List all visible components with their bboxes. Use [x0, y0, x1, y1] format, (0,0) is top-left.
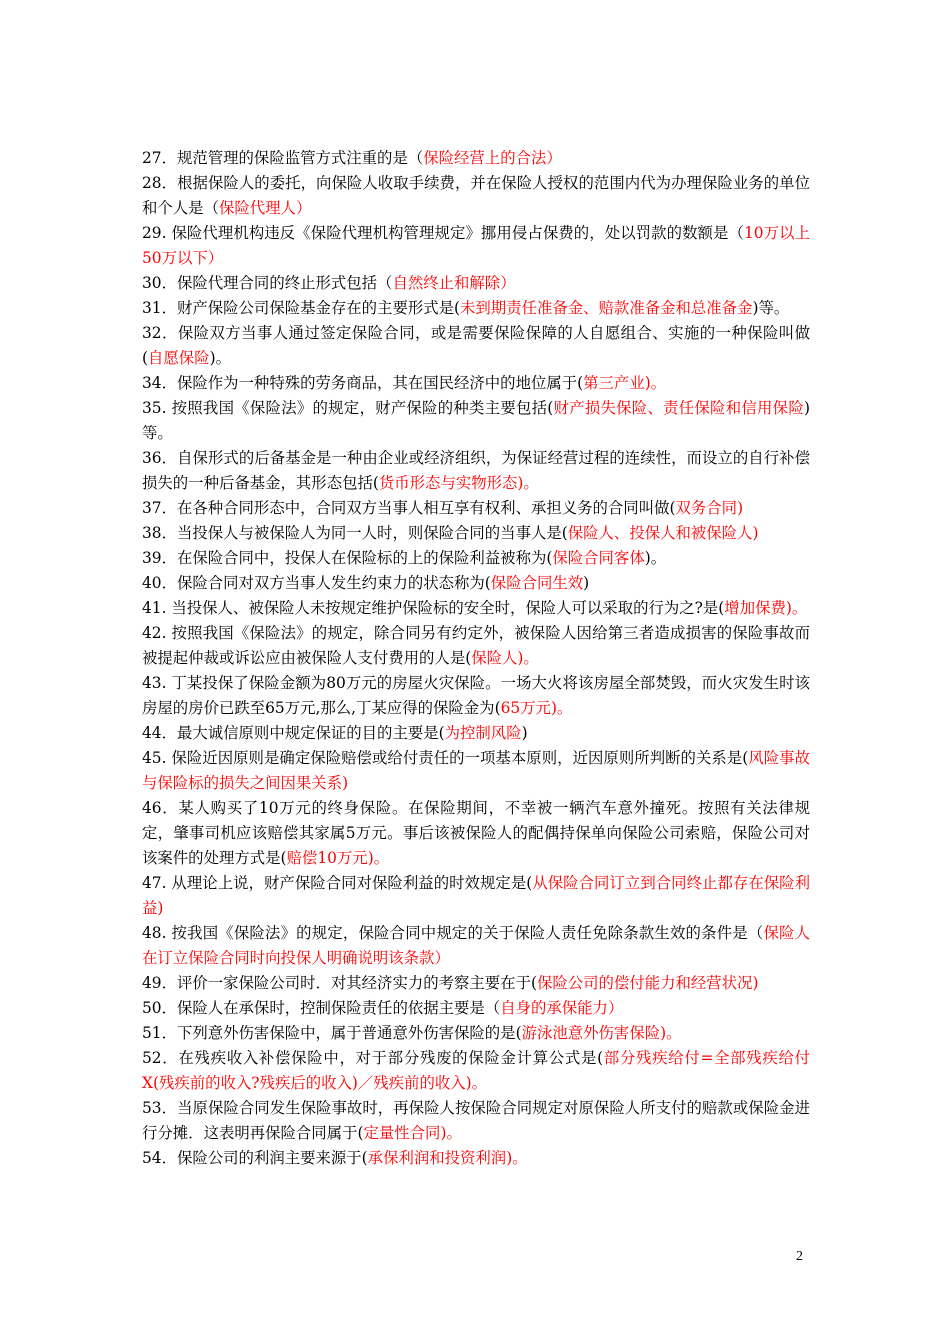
question-50: 50．保险人在承保时，控制保险责任的依据主要是（自身的承保能力）: [142, 999, 624, 1017]
question-36: 36．自保形式的后备基金是一种由企业或经济组织，为保证经营过程的连续性，而设立的自行补偿损失的一种后备基金，其形态包括(货币形态与实物形态)。: [142, 449, 810, 492]
answer: 保险代理人: [218, 199, 296, 217]
question-29: 29. 保险代理机构违反《保险代理机构管理规定》挪用侵占保费的，处以罚款的数额是（10万以上50万以下）: [142, 224, 810, 267]
question-41: 41. 当投保人、被保险人未按规定维护保险标的安全时，保险人可以采取的行为之?是(增加保费)。: [142, 599, 808, 617]
answer: 保险人: [471, 649, 518, 667]
answer: 部分残疾给付=全部残疾给付X(残疾前的收入?残疾后的收入)／残疾前的收入: [142, 1049, 810, 1092]
answer: 为控制风险: [444, 724, 522, 742]
question-40: 40．保险合同对双方当事人发生约束力的状态称为(保险合同生效): [142, 574, 590, 592]
answer: 保险公司的偿付能力和经营状况: [536, 974, 753, 992]
document-body: [142, 146, 810, 1171]
question-51: 51．下列意外伤害保险中，属于普通意外伤害保险的是(游泳池意外伤害保险)。: [142, 1024, 682, 1042]
question-52: 52．在残疾收入补偿保险中，对于部分残废的保险金计算公式是(部分残疾给付=全部残疾给付X(残疾前的收入?残疾后的收入)／残疾前的收入)。: [142, 1049, 810, 1092]
answer: 自身的承保能力: [500, 999, 608, 1017]
question-54: 54．保险公司的利润主要来源于(承保利润和投资利润)。: [142, 1149, 528, 1167]
question-39: 39．在保险合同中，投保人在保险标的上的保险利益被称为(保险合同客体)。: [142, 549, 667, 567]
question-28: 28．根据保险人的委托，向保险人收取手续费，并在保险人授权的范围内代为办理保险业务的单位和个人是（保险代理人）: [142, 174, 810, 217]
answer: 自然终止和解除: [392, 274, 501, 292]
answer: 10万以上50万以下: [142, 224, 810, 267]
answer: 自愿保险: [148, 349, 210, 367]
question-27: 27．规范管理的保险监管方式注重的是（保险经营上的合法）: [142, 149, 562, 167]
answer: 财产损失保险、责任保险和信用保险: [553, 399, 804, 417]
question-35: 35. 按照我国《保险法》的规定，财产保险的种类主要包括(财产损失保险、责任保险和信用保险)等。: [142, 399, 810, 442]
answer: 货币形态与实物形态: [378, 474, 518, 492]
question-45: 45. 保险近因原则是确定保险赔偿或给付责任的一项基本原则，近因原则所判断的关系是(风险事故与保险标的损失之间因果关系): [142, 749, 810, 792]
question-46: 46．某人购买了10万元的终身保险。在保险期间，不幸被一辆汽车意外撞死。按照有关法律规定，肇事司机应该赔偿其家属5万元。事后该被保险人的配偶持保单向保险公司索赔，保险公司对该案件的处理方式是(赔偿10万元)。: [142, 799, 810, 867]
answer: 双务合同: [675, 499, 738, 517]
answer: 承保利润和投资利润: [367, 1149, 507, 1167]
question-49: 49．评价一家保险公司时．对其经济实力的考察主要在于(保险公司的偿付能力和经营状况): [142, 974, 759, 992]
question-53: 53．当原保险合同发生保险事故时，再保险人按保险合同规定对原保险人所支付的赔款或保险金进行分摊．这表明再保险合同属于(定量性合同)。: [142, 1099, 810, 1142]
answer: 风险事故与保险标的损失之间因果关系: [142, 749, 810, 792]
question-44: 44．最大诚信原则中规定保证的目的主要是(为控制风险): [142, 724, 528, 742]
answer: 保险人在订立保险合同时向投保人明确说明该条款: [142, 924, 810, 967]
question-38: 38．当投保人与被保险人为同一人时，则保险合同的当事人是(保险人、投保人和被保险人): [142, 524, 759, 542]
answer: 游泳池意外伤害保险: [521, 1024, 661, 1042]
answer: 保险合同客体: [552, 549, 645, 567]
question-48: 48. 按我国《保险法》的规定，保险合同中规定的关于保险人责任免除条款生效的条件是（保险人在订立保险合同时向投保人明确说明该条款）: [142, 924, 810, 967]
question-43: 43. 丁某投保了保险金额为80万元的房屋火灾保险。一场大火将该房屋全部焚毁，而火灾发生时该房屋的房价已跌至65万元,那么,丁某应得的保险金为(65万元)。: [142, 674, 810, 717]
question-31: 31．财产保险公司保险基金存在的主要形式是(未到期责任准备金、赔款准备金和总准备金)等。: [142, 299, 790, 317]
answer: 保险合同生效: [490, 574, 584, 592]
answer: 增加保费: [724, 599, 786, 617]
answer: 保险人、投保人和被保险人: [567, 524, 753, 542]
answer: 保险经营上的合法: [423, 149, 547, 167]
question-32: 32．保险双方当事人通过签定保险合同，或是需要保险保障的人自愿组合、实施的一种保险叫做(自愿保险)。: [142, 324, 810, 367]
answer: 第三产业: [583, 374, 645, 392]
page-number: 2: [796, 1249, 803, 1264]
question-34: 34．保险作为一种特殊的劳务商品，其在国民经济中的地位属于(第三产业)。: [142, 374, 667, 392]
question-42: 42. 按照我国《保险法》的规定，除合同另有约定外，被保险人因给第三者造成损害的保险事故而被提起仲裁或诉讼应由被保险人支付费用的人是(保险人)。: [142, 624, 810, 667]
question-37: 37．在各种合同形态中，合同双方当事人相互享有权利、承担义务的合同叫做(双务合同): [142, 499, 744, 517]
question-30: 30．保险代理合同的终止形式包括（自然终止和解除）: [142, 274, 516, 292]
question-47: 47. 从理论上说，财产保险合同对保险利益的时效规定是(从保险合同订立到合同终止都存在保险利益): [142, 874, 810, 917]
answer: 65万元: [500, 699, 551, 717]
answer: 定量性合同: [363, 1124, 441, 1142]
answer: 从保险合同订立到合同终止都存在保险利益: [142, 874, 810, 917]
answer: 赔偿10万元: [286, 849, 368, 867]
answer: 未到期责任准备金、赔款准备金和总准备金: [460, 299, 753, 317]
